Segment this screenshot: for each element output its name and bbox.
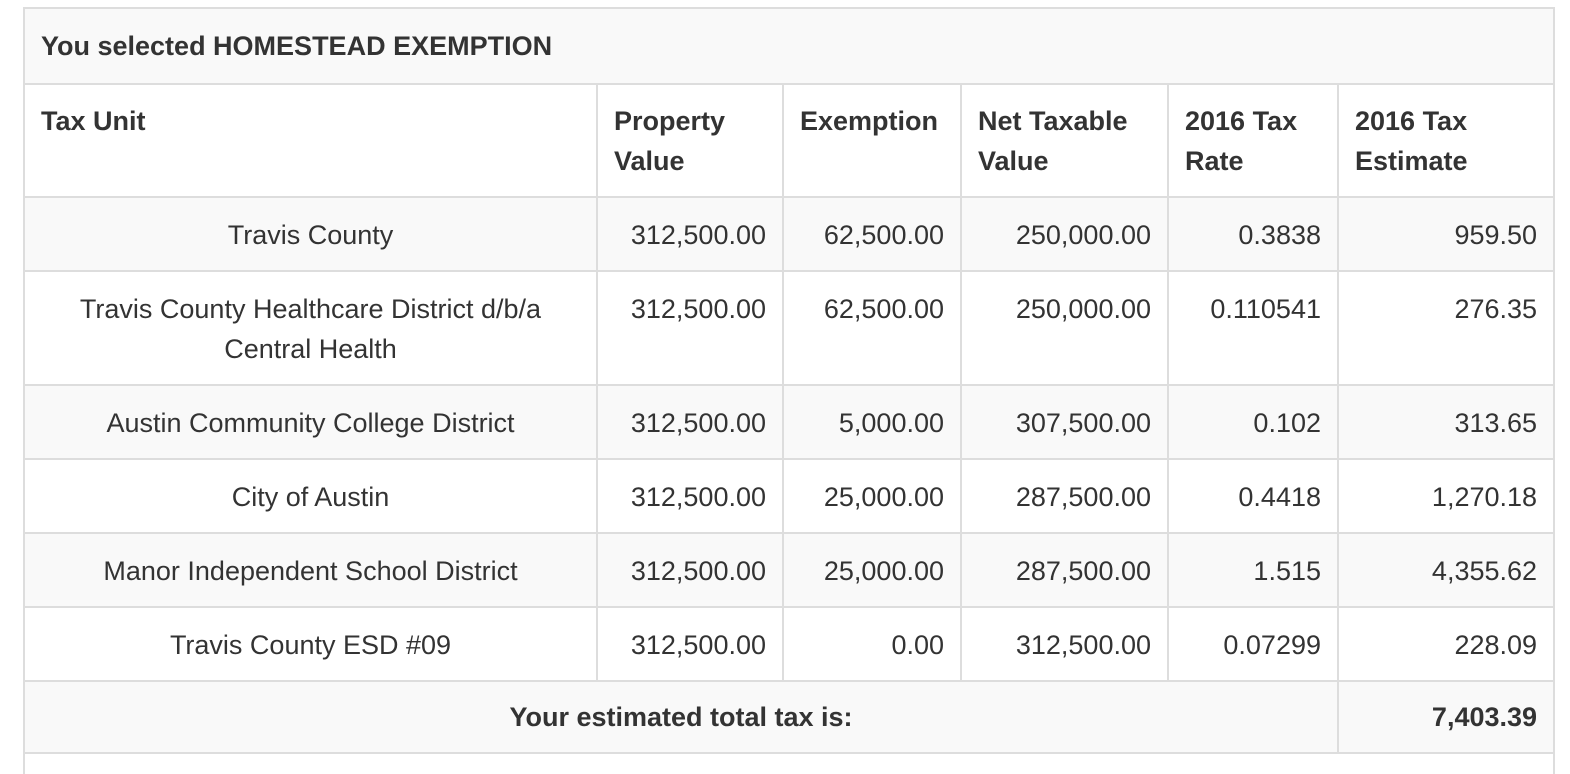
exemption-cell: 62,500.00 (783, 197, 961, 271)
selection-caption: You selected HOMESTEAD EXEMPTION (24, 8, 1554, 84)
tax-rate-cell: 0.4418 (1168, 459, 1338, 533)
tax-unit-cell: City of Austin (24, 459, 597, 533)
tax-estimate-cell: 276.35 (1338, 271, 1554, 385)
header-property-value: Property Value (597, 84, 783, 197)
tax-rate-cell: 1.515 (1168, 533, 1338, 607)
header-tax-unit: Tax Unit (24, 84, 597, 197)
property-value-cell: 312,500.00 (597, 271, 783, 385)
exemption-cell: 62,500.00 (783, 271, 961, 385)
footer-spacer-cell (24, 753, 1554, 774)
total-label: Your estimated total tax is: (24, 681, 1338, 753)
header-row (24, 84, 1554, 197)
net-taxable-cell: 287,500.00 (961, 533, 1168, 607)
table-row (24, 271, 1554, 385)
net-taxable-cell: 250,000.00 (961, 197, 1168, 271)
tax-estimate-cell: 1,270.18 (1338, 459, 1554, 533)
exemption-cell: 0.00 (783, 607, 961, 681)
tax-estimate-cell: 4,355.62 (1338, 533, 1554, 607)
tax-unit-cell: Travis County (24, 197, 597, 271)
tax-unit-cell: Manor Independent School District (24, 533, 597, 607)
tax-rate-cell: 0.07299 (1168, 607, 1338, 681)
exemption-cell: 5,000.00 (783, 385, 961, 459)
tax-estimate-table (23, 7, 1555, 774)
header-exemption: Exemption (783, 84, 961, 197)
total-value: 7,403.39 (1338, 681, 1554, 753)
tax-estimate-cell: 228.09 (1338, 607, 1554, 681)
net-taxable-cell: 250,000.00 (961, 271, 1168, 385)
property-value-cell: 312,500.00 (597, 533, 783, 607)
property-value-cell: 312,500.00 (597, 459, 783, 533)
net-taxable-cell: 307,500.00 (961, 385, 1168, 459)
exemption-cell: 25,000.00 (783, 459, 961, 533)
table-row (24, 385, 1554, 459)
header-tax-rate: 2016 Tax Rate (1168, 84, 1338, 197)
property-value-cell: 312,500.00 (597, 607, 783, 681)
tax-estimate-cell: 313.65 (1338, 385, 1554, 459)
exemption-cell: 25,000.00 (783, 533, 961, 607)
tax-rate-cell: 0.3838 (1168, 197, 1338, 271)
tax-estimate-panel (23, 7, 1553, 774)
tax-estimate-cell: 959.50 (1338, 197, 1554, 271)
selection-caption-row (24, 8, 1554, 84)
table-row (24, 607, 1554, 681)
tax-unit-cell: Travis County Healthcare District d/b/a Central Health (24, 271, 597, 385)
tax-unit-cell: Travis County ESD #09 (24, 607, 597, 681)
table-footer-spacer (24, 753, 1554, 774)
property-value-cell: 312,500.00 (597, 385, 783, 459)
header-net-taxable-value: Net Taxable Value (961, 84, 1168, 197)
tax-rate-cell: 0.102 (1168, 385, 1338, 459)
tax-unit-cell: Austin Community College District (24, 385, 597, 459)
property-value-cell: 312,500.00 (597, 197, 783, 271)
header-tax-estimate: 2016 Tax Estimate (1338, 84, 1554, 197)
net-taxable-cell: 312,500.00 (961, 607, 1168, 681)
total-row (24, 681, 1554, 753)
table-row (24, 533, 1554, 607)
table-row (24, 197, 1554, 271)
tax-rate-cell: 0.110541 (1168, 271, 1338, 385)
table-row (24, 459, 1554, 533)
net-taxable-cell: 287,500.00 (961, 459, 1168, 533)
